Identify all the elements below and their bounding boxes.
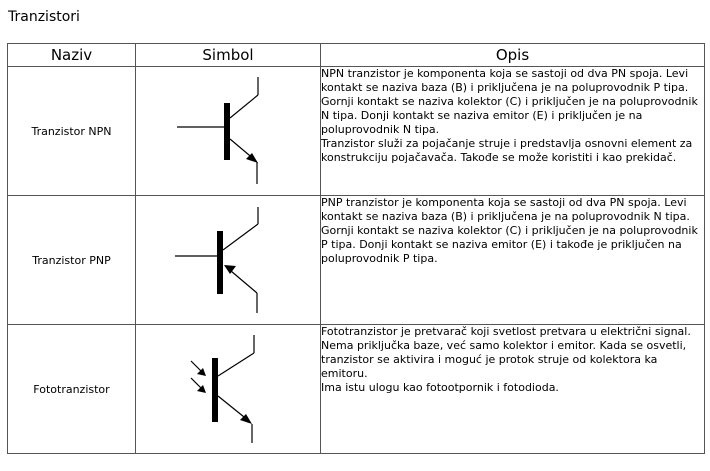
row-name: Fototranzistor	[8, 325, 136, 454]
row-symbol	[136, 196, 321, 325]
table-row	[8, 325, 705, 454]
page-title: Tranzistori	[8, 9, 80, 25]
description-paragraph: Fototranzistor je pretvarač koji svetlost pretvara u električni signal. Nema priključka baze, već samo kolektor i emitor. Kada se osvetli, tranzistor se aktivira i moguć je protok struje od kolektora ka emitoru.	[321, 325, 691, 380]
row-description	[321, 67, 705, 196]
row-name: Tranzistor NPN	[8, 67, 136, 196]
pnp-transistor-symbol-icon	[173, 205, 283, 315]
description-paragraph: Ima istu ulogu kao fotootpornik i fotodioda.	[321, 381, 559, 394]
table-row	[8, 67, 705, 196]
description-paragraph: NPN tranzistor je komponenta koja se sastoji od dva PN spoja. Levi kontakt se naziva baza (B) i priključena je na poluprovodnik P tipa. Gornji kontakt se naziva kolektor (C) i priključen je na poluprovodnik N tipa. Donji kontakt se naziva emitor (E) i priključen je na poluprovodnik N tipa.	[321, 67, 698, 136]
row-name: Tranzistor PNP	[8, 196, 136, 325]
phototransistor-symbol-icon	[173, 334, 283, 444]
transistor-table	[7, 43, 705, 454]
row-description	[321, 325, 705, 454]
header-symbol: Simbol	[136, 44, 321, 67]
npn-transistor-symbol-icon	[173, 76, 283, 186]
row-description	[321, 196, 705, 325]
header-name: Naziv	[8, 44, 136, 67]
table-row	[8, 196, 705, 325]
row-symbol	[136, 67, 321, 196]
header-description: Opis	[321, 44, 705, 67]
description-paragraph: Tranzistor služi za pojačanje struje i predstavlja osnovni element za konstrukciju pojačavača. Takođe se može koristiti i kao prekidač.	[321, 137, 693, 164]
description-paragraph: PNP tranzistor je komponenta koja se sastoji od dva PN spoja. Levi kontakt se naziva baza (B) i priključena je na poluprovodnik N tipa. Gornji kontakt se naziva kolektor (C) i priključen je na poluprovodnik P tipa. Donji kontakt se naziva emitor (E) i takođe je priključen na poluprovodnik P tipa.	[321, 196, 698, 265]
row-symbol	[136, 325, 321, 454]
table-header-row	[8, 44, 705, 67]
